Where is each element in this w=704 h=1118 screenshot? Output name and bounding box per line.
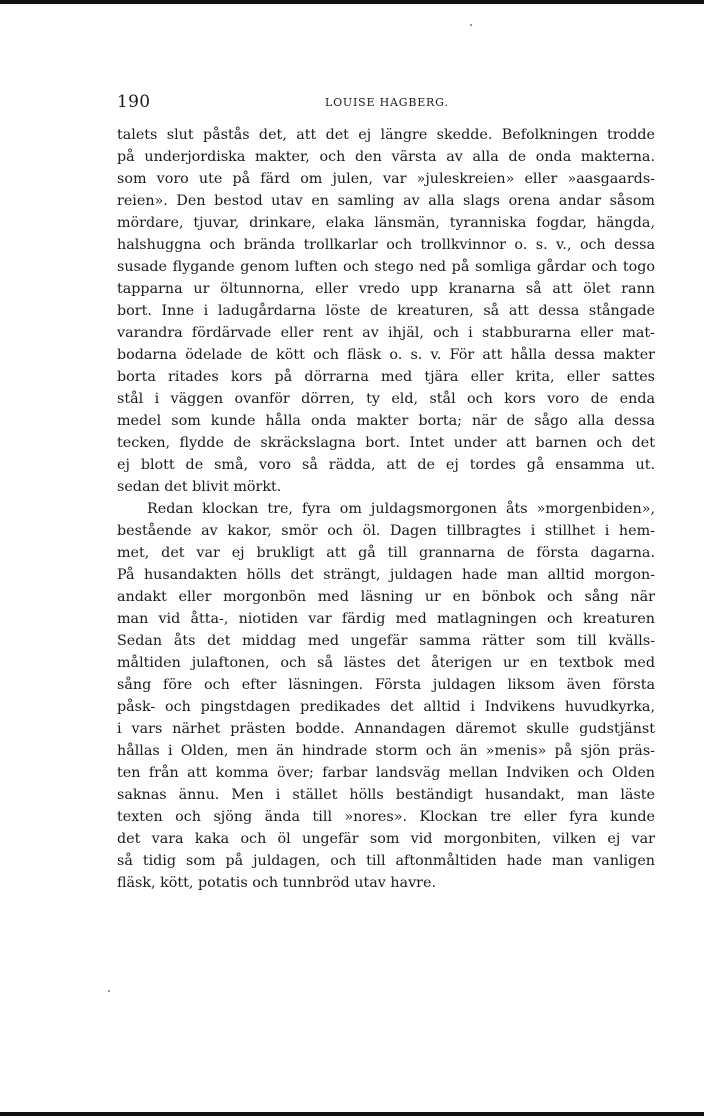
text-line: tapparna ur öltunnorna, eller vredo upp kranarna så att ölet rann [117,281,655,297]
text-line: sedan det blivit mörkt. [117,479,282,495]
paragraph-1 [117,124,655,498]
text-line: saknas ännu. Men i stället hölls beständigt husandakt, man läste [117,787,655,803]
text-line: tecken, flydde de skräckslagna bort. Intet under att barnen och det [117,435,655,451]
text-line: man vid åtta-, niotiden var färdig med matlagningen och kreaturen [117,611,655,627]
scan-speck [108,990,110,992]
paragraph-2 [117,498,655,894]
text-line: bestående av kakor, smör och öl. Dagen tillbragtes i stillhet i hem- [117,523,655,539]
text-line: ej blott de små, voro så rädda, att de ej tordes gå ensamma ut. [117,457,655,473]
text-line: Redan klockan tre, fyra om juldagsmorgonen åts »morgenbiden», [147,501,655,517]
text-line: fläsk, kött, potatis och tunnbröd utav havre. [117,875,436,891]
body-text [117,124,655,894]
text-line: halshuggna och brända trollkarlar och trollkvinnor o. s. v., och dessa [117,237,655,253]
text-line: så tidig som på juldagen, och till aftonmåltiden hade man vanligen [117,853,655,869]
bottom-border-rule [0,1112,704,1116]
running-head: LOUISE HAGBERG. [325,96,449,109]
text-line: Sedan åts det middag med ungefär samma rätter som till kvälls- [117,633,655,649]
text-line: texten och sjöng ända till »nores». Klockan tre eller fyra kunde [117,809,655,825]
text-line: hållas i Olden, men än hindrade storm och än »menis» på sjön präs- [117,743,655,759]
top-border-rule [0,0,704,4]
page-number: 190 [117,92,151,112]
text-line: medel som kunde hålla onda makter borta; när de sågo alla dessa [117,413,655,429]
scan-speck [470,24,472,26]
text-line: påsk- och pingstdagen predikades det alltid i Indvikens huvudkyrka, [117,699,655,715]
text-line: i vars närhet prästen bodde. Annandagen däremot skulle gudstjänst [117,721,655,737]
text-line: mördare, tjuvar, drinkare, elaka länsmän, tyranniska fogdar, hängda, [117,215,655,231]
text-line: sång före och efter läsningen. Första juldagen liksom även första [117,677,655,693]
text-line: på underjordiska makter, och den värsta av alla de onda makterna. [117,149,655,165]
text-line: andakt eller morgonbön med läsning ur en bönbok och sång när [117,589,655,605]
text-line: borta ritades kors på dörrarna med tjära eller krita, eller sattes [117,369,655,385]
text-line: ten från att komma över; farbar landsväg mellan Indviken och Olden [117,765,655,781]
text-line: som voro ute på färd om julen, var »juleskreien» eller »aasgaards- [117,171,655,187]
text-line: På husandakten hölls det strängt, juldagen hade man alltid morgon- [117,567,655,583]
text-line: varandra fördärvade eller rent av ihjäl, och i stabburarna eller mat- [117,325,655,341]
text-line: reien». Den bestod utav en samling av alla slags orena andar såsom [117,193,655,209]
text-line: susade flygande genom luften och stego ned på somliga gårdar och togo [117,259,655,275]
text-line: bodarna ödelade de kött och fläsk o. s. v. För att hålla dessa makter [117,347,655,363]
text-line: talets slut påstås det, att det ej längre skedde. Befolkningen trodde [117,127,655,143]
text-line: måltiden julaftonen, och så lästes det återigen ur en textbok med [117,655,655,671]
text-line: met, det var ej brukligt att gå till grannarna de första dagarna. [117,545,655,561]
text-line: det vara kaka och öl ungefär som vid morgonbiten, vilken ej var [117,831,655,847]
text-line: stål i väggen ovanför dörren, ty eld, stål och kors voro de enda [117,391,655,407]
text-line: bort. Inne i ladugårdarna löste de kreaturen, så att dessa stångade [117,303,655,319]
